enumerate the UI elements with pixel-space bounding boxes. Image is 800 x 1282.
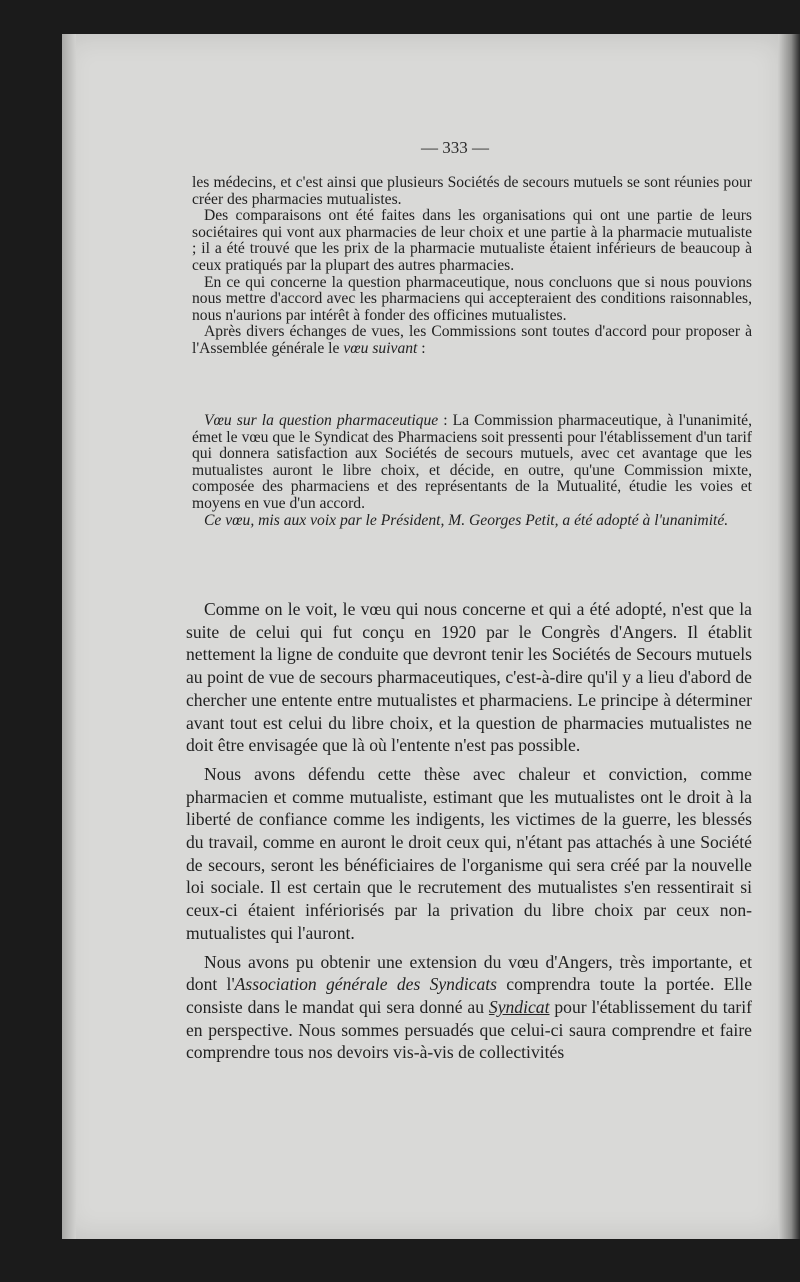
voeu-section xyxy=(192,413,752,529)
body-paragraph-1: Comme on le voit, le vœu qui nous concerne et qui a été adopté, n'est que la suite de celui qui fut conçu en 1920 par le Congrès d'Angers. Il établit nettement la ligne de conduite que devront tenir les Sociétés de Secours mutuels au point de vue de secours pharmaceutiques, c'est-à-dire qu'il y a lieu d'abord de chercher une entente entre mutualistes et pharmaciens. Le principe à déterminer avant tout est celui du libre choix, et la question de pharmacies mutualistes ne doit être envisagée que là où l'entente n'est pas possible. xyxy=(186,599,752,756)
adoption-note xyxy=(192,513,752,530)
page-right-edge xyxy=(778,34,800,1239)
intro-paragraph-1: les médecins, et c'est ainsi que plusieurs Sociétés de secours mutuels se sont réunies pour créer des pharmacies mutualistes. xyxy=(192,174,752,208)
body-p3-part3: pour l'établissement du tarif en perspective. Nous sommes persuadés que celui-ci saura comprendre et faire comprendre tous nos devoirs vis-à-vis de collectivités xyxy=(186,996,753,1063)
body-p3-part2: comprendra toute la portée. Elle consiste dans le mandat qui sera donné au xyxy=(186,974,752,1017)
page-number: — 333 — xyxy=(421,138,489,157)
commissions-paragraph xyxy=(192,324,752,357)
body-paragraph-2: Nous avons défendu cette thèse avec chaleur et conviction, comme pharmacien et comme mutualiste, estimant que les mutualistes ont le droit à la liberté de confiance comme les indigents, les victimes de la guerre, les blessés du travail, comme en auront le droit ceux qui, n'étant pas attachés à une Société de secours, seront les bénéficiaires de l'organisme qui sera créé par la nouvelle loi sociale. Il est certain que le recrutement des mutualistes s'en ressentirait si ceux-ci étaient infériorisés par la privation du libre choix par ceux non-mutualistes qui l'auront. xyxy=(186,763,752,943)
commissions-end: : xyxy=(417,339,426,357)
intro-paragraph-3: En ce qui concerne la question pharmaceutique, nous concluons que si nous pouvions nous mettre d'accord avec les pharmaciens qui accepteraient des conditions raisonnables, nous n'aurions par intérêt à fonder des officines mutualistes. xyxy=(192,273,752,324)
body-paragraph-3 xyxy=(186,951,752,1065)
adoption-note-text: Ce vœu, mis aux voix par le Président, M. Georges Petit, a été adopté à l'unanimité. xyxy=(204,511,729,529)
intro-section xyxy=(192,175,752,358)
voeu-paragraph xyxy=(192,413,752,513)
association-emphasis: Association générale des Syndicats xyxy=(234,974,498,995)
commissions-text: Après divers échanges de vues, les Commissions sont toutes d'accord pour proposer à l'Assemblée générale le xyxy=(192,323,752,357)
main-body xyxy=(186,598,752,1064)
voeu-text: : La Commission pharmaceutique, à l'unanimité, émet le vœu que le Syndicat des Pharmaciens soit pressenti pour l'établissement d'un tarif qui donnera satisfaction aux Sociétés de secours mutuels, avec cet avantage que les mutualistes auront le libre choix, et décide, en outre, qu'une Commission mixte, composée des pharmaciens et des représentants de la Mutualité, étudie les voies et moyens en vue d'un accord. xyxy=(192,412,752,512)
voeu-suivant-emphasis: vœu suivant xyxy=(343,339,418,357)
body-p3-part1: Nous avons pu obtenir une extension du vœu d'Angers, très importante, et dont l' xyxy=(186,951,752,995)
intro-paragraph-2: Des comparaisons ont été faites dans les organisations qui ont une partie de leurs sociétaires qui vont aux pharmacies de leur choix et une partie à la pharmacie mutualiste ; il a été trouvé que les prix de la pharmacie mutualiste étaient inférieurs de beaucoup à ceux pratiqués par la plupart des autres pharmacies. xyxy=(192,207,752,274)
voeu-heading: Vœu sur la question pharmaceutique xyxy=(204,412,439,429)
syndicat-emphasis: Syndicat xyxy=(488,996,550,1017)
page-binding-edge xyxy=(62,34,76,1239)
